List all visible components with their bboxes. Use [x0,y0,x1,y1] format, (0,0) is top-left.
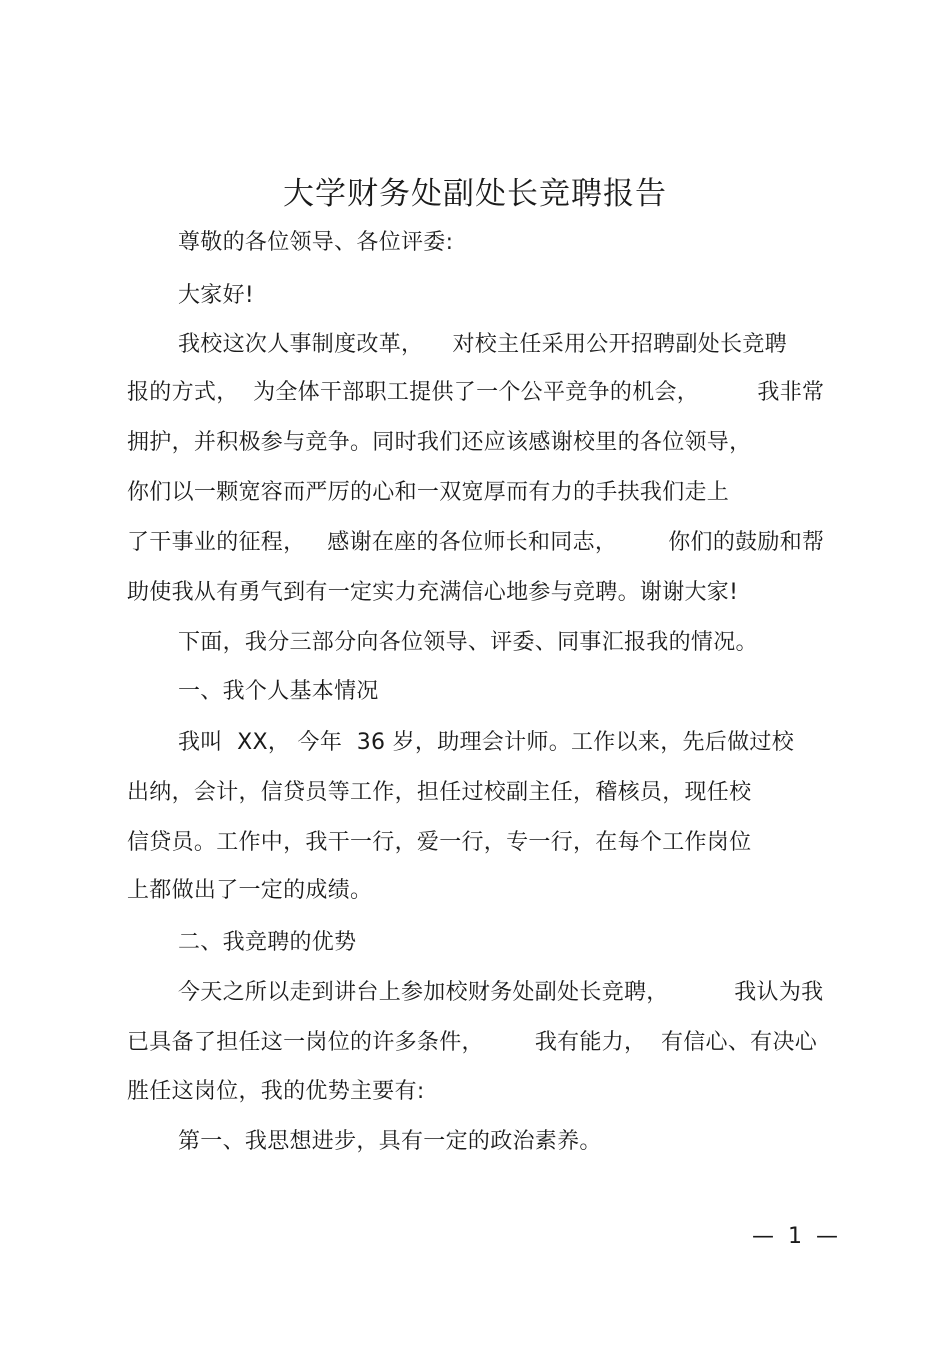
paragraph-line: 今天之所以走到讲台上参加校财务处副处长竞聘， 我认为我 [178,980,824,1005]
paragraph-line: 我校这次人事制度改革， 对校主任采用公开招聘副处长竞聘 [178,332,787,357]
section-heading: 一、我个人基本情况 [178,679,379,704]
paragraph-line: 报的方式， 为全体干部职工提供了一个公平竞争的机会， 我非常 [127,380,825,405]
section-heading: 二、我竞聘的优势 [178,930,357,955]
paragraph-line: 上都做出了一定的成绩。 [127,878,373,903]
paragraph-line: 胜任这岗位，我的优势主要有: [127,1079,425,1104]
paragraph-line: 第一、我思想进步，具有一定的政治素养。 [178,1129,602,1154]
paragraph-line: 你们以一颗宽容而严厉的心和一双宽厚而有力的手扶我们走上 [127,480,730,505]
paragraph-line: 我叫 XX， 今年 36 岁，助理会计师。工作以来，先后做过校 [178,730,794,755]
greeting: 大家好! [178,283,255,308]
paragraph-line: 下面，我分三部分向各位领导、评委、同事汇报我的情况。 [178,630,758,655]
paragraph-line: 拥护，并积极参与竞争。同时我们还应该感谢校里的各位领导， [127,430,752,455]
paragraph-line: 助使我从有勇气到有一定实力充满信心地参与竞聘。谢谢大家! [127,580,739,605]
paragraph-line: 信贷员。工作中，我干一行，爱一行，专一行，在每个工作岗位 [127,830,752,855]
paragraph-line: 了干事业的征程， 感谢在座的各位师长和同志， 你们的鼓励和帮 [127,530,825,555]
document-title: 大学财务处副处长竞聘报告 [283,176,667,212]
salutation: 尊敬的各位领导、各位评委: [178,230,454,255]
paragraph-line: 出纳，会计，信贷员等工作，担任过校副主任，稽核员，现任校 [127,780,752,805]
paragraph-line: 已具备了担任这一岗位的许多条件， 我有能力， 有信心、有决心 [127,1030,818,1055]
page-number: — 1 — [752,1224,838,1249]
